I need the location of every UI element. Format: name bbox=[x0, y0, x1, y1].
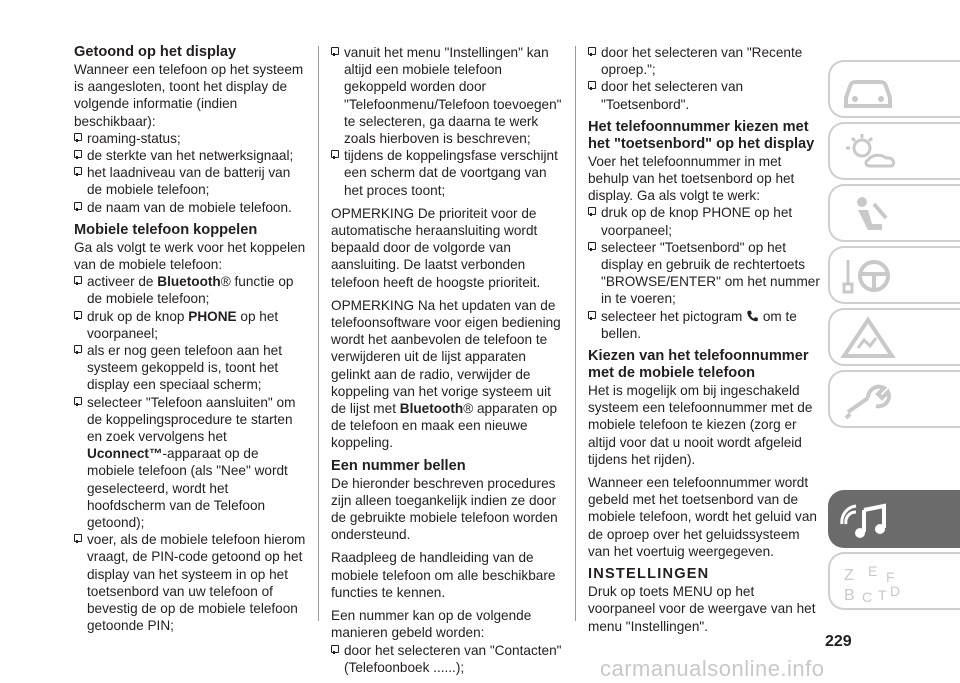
watermark: carmanualsonline.info bbox=[600, 656, 825, 681]
svg-text:Z: Z bbox=[844, 567, 854, 584]
list-item bbox=[74, 147, 306, 164]
text: -apparaat op de mobiele telefoon (als "Nee" wordt geselecteerd, wordt het hoofdscherm van de Telefoon getoond); bbox=[87, 446, 288, 531]
svg-text:F: F bbox=[886, 569, 895, 585]
svg-text:B: B bbox=[844, 587, 855, 604]
svg-text:T: T bbox=[878, 587, 887, 603]
paragraph: Voer het telefoonnummer in met behulp van het toetsenbord op het display. Ga als volgt te werk: bbox=[588, 153, 795, 204]
column-2 bbox=[331, 44, 563, 676]
heading-display: Getoond op het display bbox=[74, 44, 237, 60]
column-divider bbox=[318, 46, 319, 621]
list-item bbox=[74, 130, 306, 147]
bullet-icon bbox=[588, 81, 596, 89]
bullet-icon bbox=[588, 47, 596, 55]
bold-text: Uconnect™ bbox=[87, 446, 163, 462]
text: selecteer "Telefoon aansluiten" om de koppelingsprocedure te starten en zoek vervolgens het bbox=[87, 394, 296, 445]
text: druk op de knop bbox=[87, 308, 189, 324]
list-item bbox=[588, 308, 820, 342]
bullet-icon bbox=[331, 47, 339, 55]
list-item bbox=[588, 204, 820, 238]
paragraph: Wanneer een telefoon op het systeem is aangesloten, toont het display de volgende informatie (indien beschikbaar): bbox=[74, 62, 304, 129]
bullet-icon bbox=[74, 167, 82, 175]
paragraph: Raadpleeg de handleiding van de mobiele telefoon om alle beschikbare functies te kennen. bbox=[331, 550, 556, 600]
list-item-text: de naam van de mobiele telefoon. bbox=[87, 199, 292, 215]
side-tab-dashboard[interactable] bbox=[828, 60, 960, 118]
safety-airbag-icon bbox=[838, 192, 898, 236]
list-item bbox=[74, 342, 306, 394]
side-tab-emergency[interactable] bbox=[828, 308, 960, 366]
list-item bbox=[74, 531, 306, 634]
text: ® apparaten op de telefoon en maak een nieuwe koppeling. bbox=[331, 401, 558, 451]
heading-pairing: Mobiele telefoon koppelen bbox=[74, 221, 258, 238]
side-tab-index[interactable] bbox=[828, 552, 960, 610]
list-item bbox=[74, 273, 306, 307]
heading-keypad: Het telefoonnummer kiezen met het "toetsenbord" op het display bbox=[588, 118, 815, 152]
side-tab-starting[interactable] bbox=[828, 246, 960, 304]
list-item-text: druk op de knop PHONE op het voorpaneel; bbox=[601, 205, 793, 238]
note-paragraph: OPMERKING De prioriteit voor de automatische heraansluiting wordt bepaald door de volgorde van aansluiting. De laatst verbonden telefoon heeft de hoogste prioriteit. bbox=[331, 205, 541, 290]
heading-mobile-dial: Kiezen van het telefoonnummer met de mobiele telefoon bbox=[588, 348, 809, 382]
side-tab-maintenance[interactable] bbox=[828, 370, 960, 428]
list-item-text: de sterkte van het netwerksignaal; bbox=[87, 148, 294, 164]
list-item bbox=[74, 308, 306, 342]
bullet-icon bbox=[74, 133, 82, 141]
side-tab-safety[interactable] bbox=[828, 184, 960, 242]
list-item bbox=[74, 164, 306, 198]
phone-handset-icon bbox=[746, 310, 759, 322]
list-item-text: voer, als de mobiele telefoon hierom vraagt, de PIN-code getoond op het display van het systeem in op het toetsenbord van uw telefoon of bevestig de op de mobiele telefoon getoonde PIN; bbox=[87, 532, 306, 634]
heading-settings: INSTELLINGEN bbox=[588, 566, 710, 583]
list-item-text: het laadniveau van de batterij van de mobiele telefoon; bbox=[87, 165, 291, 198]
side-tab-multimedia[interactable] bbox=[828, 490, 960, 548]
bullet-icon bbox=[331, 645, 339, 653]
bullet-icon bbox=[74, 311, 82, 319]
maintenance-tools-icon bbox=[838, 378, 898, 422]
bullet-icon bbox=[74, 397, 82, 405]
index-letters-icon bbox=[838, 560, 908, 604]
paragraph: Druk op toets MENU op het voorpaneel voor de weergave van het menu "Instellingen". bbox=[588, 584, 816, 634]
bullet-icon bbox=[74, 150, 82, 158]
list-item-text: door het selecteren van "Recente oproep."; bbox=[601, 45, 803, 78]
svg-text:D: D bbox=[890, 583, 901, 599]
list-item-text: als er nog geen telefoon aan het systeem gekoppeld is, toont het display een speciaal scherm; bbox=[87, 343, 282, 393]
note-paragraph bbox=[331, 297, 563, 452]
paragraph: Het is mogelijk om bij ingeschakeld systeem een telefoonnummer met de mobiele telefoon te kiezen (zorg er altijd voor dat u nooit wordt afgeleid tijdens het rijden). bbox=[588, 383, 813, 467]
paragraph: De hieronder beschreven procedures zijn alleen toegankelijk indien ze door de gebruikte mobiele telefoon worden ondersteund. bbox=[331, 475, 558, 543]
text: activeer de bbox=[87, 274, 158, 290]
text: om te bellen. bbox=[601, 308, 797, 341]
column-1 bbox=[74, 44, 306, 635]
list-item-text: selecteer "Toetsenbord" op het display en gebruik de rechtertoets "BROWSE/ENTER" om het nummer in te voeren; bbox=[601, 239, 820, 307]
text: selecteer het pictogram bbox=[601, 308, 747, 324]
bold-text: Bluetooth bbox=[157, 274, 221, 290]
bullet-icon bbox=[588, 242, 596, 250]
list-item bbox=[74, 394, 306, 532]
column-divider bbox=[575, 46, 576, 621]
bullet-icon bbox=[74, 534, 82, 542]
paragraph: Ga als volgt te werk voor het koppelen van de mobiele telefoon: bbox=[74, 239, 306, 273]
list-item-text: tijdens de koppelingsfase verschijnt een scherm dat de voortgang van het proces toont; bbox=[344, 148, 558, 198]
list-item-text: vanuit het menu "Instellingen" kan altijd een mobiele telefoon gekoppeld worden door "Telefoonmenu/Telefoon toevoegen" te selecteren, ga daarna te werk zoals hierboven is beschreven; bbox=[344, 45, 562, 147]
emergency-warning-icon bbox=[838, 316, 898, 360]
text: op het voorpaneel; bbox=[87, 308, 279, 341]
lights-climate-icon bbox=[838, 130, 908, 174]
side-tab-lights[interactable] bbox=[828, 122, 960, 180]
bold-text: Bluetooth bbox=[399, 401, 464, 417]
bullet-icon bbox=[74, 276, 82, 284]
bullet-icon bbox=[588, 207, 596, 215]
list-item-text: door het selecteren van "Toetsenbord". bbox=[601, 79, 744, 112]
bullet-icon bbox=[74, 202, 82, 210]
bullet-icon bbox=[74, 345, 82, 353]
list-item bbox=[588, 239, 820, 308]
bullet-icon bbox=[331, 150, 339, 158]
list-item-text: door het selecteren van "Contacten" (Telefoonboek ......); bbox=[344, 642, 562, 675]
svg-text:E: E bbox=[868, 563, 878, 579]
list-item bbox=[588, 44, 820, 78]
car-dashboard-icon bbox=[838, 68, 898, 112]
heading-call: Een nummer bellen bbox=[331, 457, 466, 474]
page-number: 229 bbox=[825, 633, 852, 650]
list-item bbox=[331, 642, 563, 676]
bullet-icon bbox=[588, 311, 596, 319]
list-item-text: roaming-status; bbox=[87, 130, 181, 146]
column-3 bbox=[588, 44, 820, 635]
list-item bbox=[588, 78, 820, 112]
bold-text: PHONE bbox=[188, 308, 237, 324]
text: OPMERKING Na het updaten van de telefoonsoftware voor eigen bediening wordt het aanbevolen de telefoon te verwijderen uit de lijst apparaten gelinkt aan de radio, verwijder de koppeling van het vorige systeem uit de lijst met bbox=[331, 297, 561, 417]
text: ® functie op de mobiele telefoon; bbox=[87, 274, 294, 307]
paragraph: Wanneer een telefoonnummer wordt gebeld met het toetsenbord van de mobiele telefoon, wordt het geluid van de oproep over het geluidssysteem van het voertuig weergegeven. bbox=[588, 475, 817, 559]
steering-start-icon bbox=[838, 254, 898, 298]
list-item bbox=[74, 199, 306, 216]
svg-text:C: C bbox=[862, 589, 873, 604]
list-item bbox=[331, 147, 563, 199]
multimedia-music-icon bbox=[838, 498, 898, 542]
list-item bbox=[331, 44, 563, 147]
paragraph: Een nummer kan op de volgende manieren gebeld worden: bbox=[331, 608, 532, 641]
